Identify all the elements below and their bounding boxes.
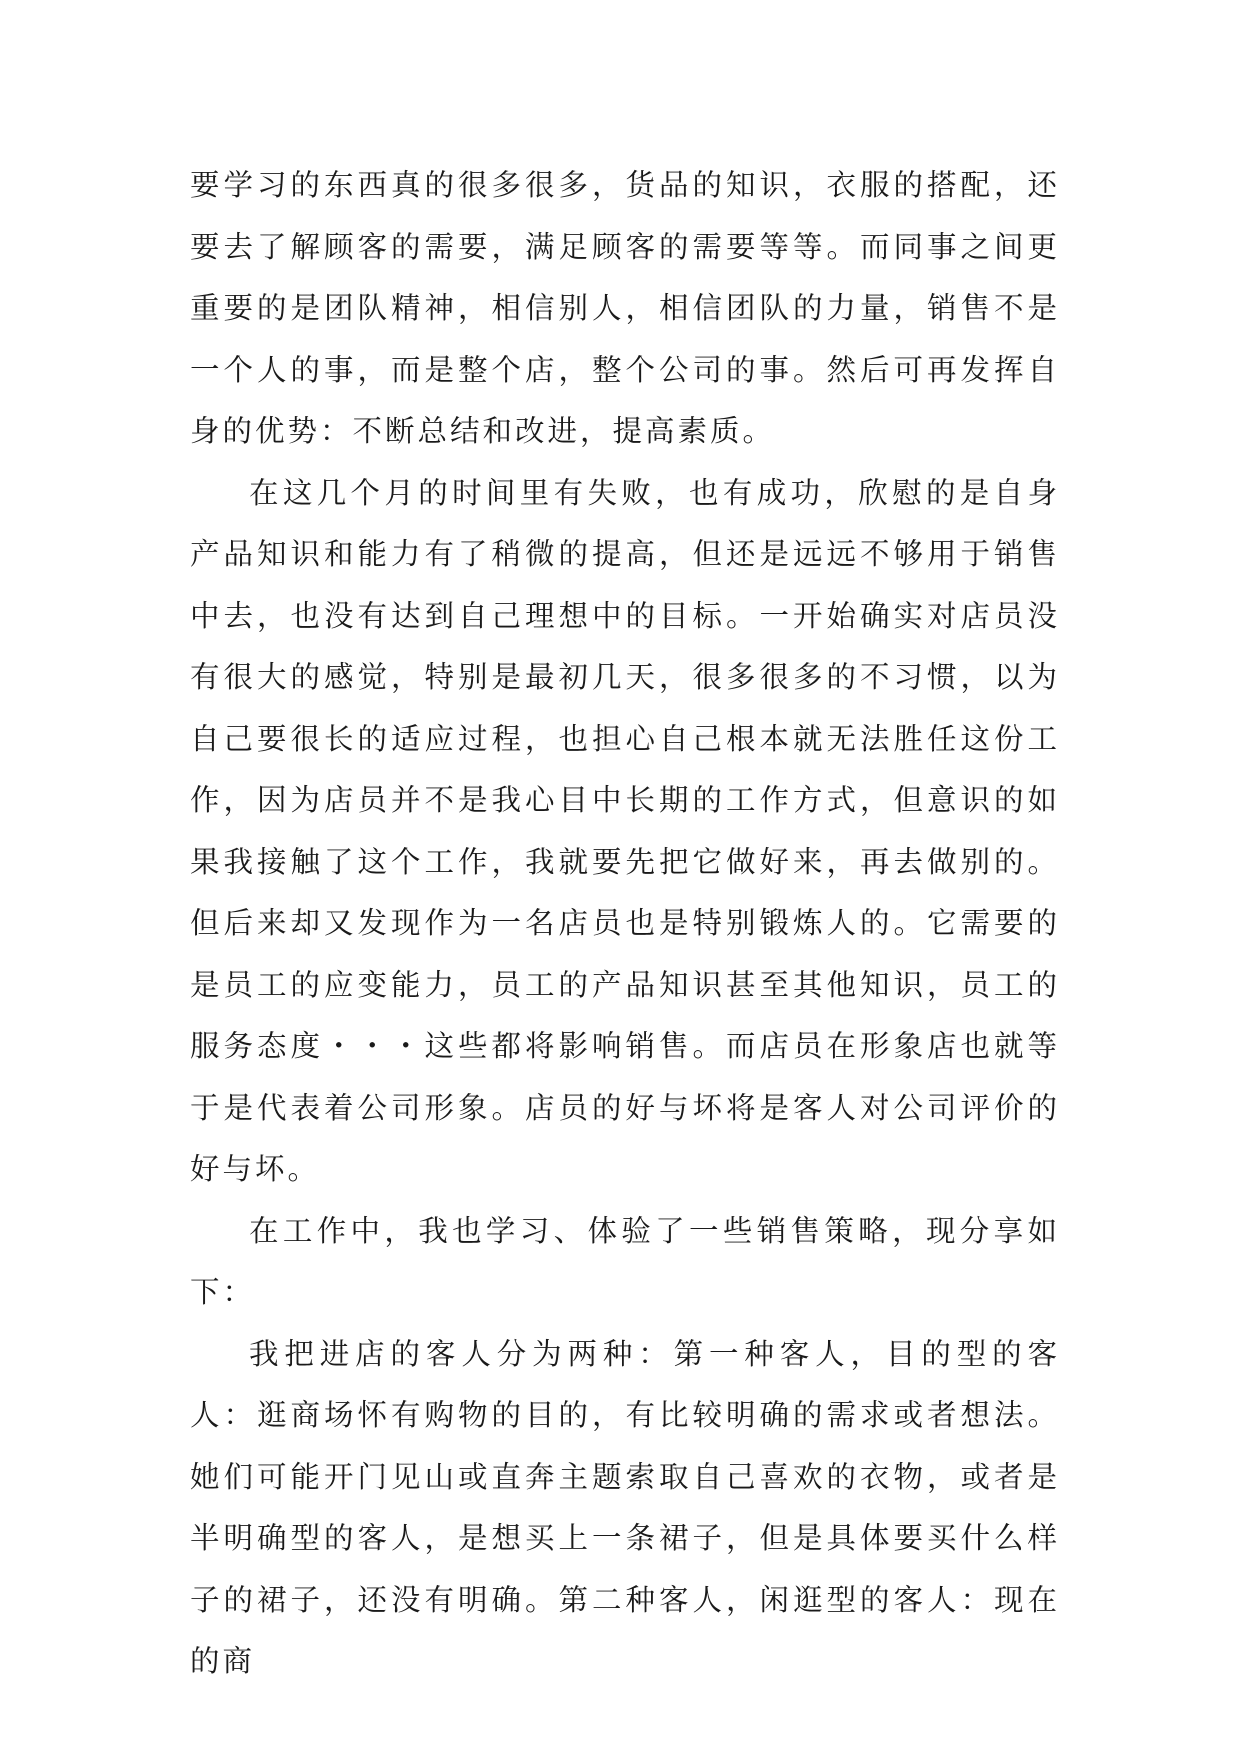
- paragraph-3: 在工作中，我也学习、体验了一些销售策略，现分享如下：: [190, 1213, 1060, 1309]
- document-body: [190, 155, 1060, 1693]
- paragraph-2: 在这几个月的时间里有失败，也有成功，欣慰的是自身产品知识和能力有了稍微的提高，但还是远远不够用于销售中去，也没有达到自己理想中的目标。一开始确实对店员没有很大的感觉，特别是最初几天，很多很多的不习惯，以为自己要很长的适应过程，也担心自己根本就无法胜任这份工作，因为店员并不是我心目中长期的工作方式，但意识的如果我接触了这个工作，我就要先把它做好来，再去做别的。但后来却又发现作为一名店员也是特别锻炼人的。它需要的是员工的应变能力，员工的产品知识甚至其他知识，员工的服务态度・・・这些都将影响销售。而店员在形象店也就等于是代表着公司形象。店员的好与坏将是客人对公司评价的好与坏。: [190, 475, 1060, 1186]
- paragraph-4: 我把进店的客人分为两种：第一种客人，目的型的客人：逛商场怀有购物的目的，有比较明确的需求或者想法。她们可能开门见山或直奔主题索取自己喜欢的衣物，或者是半明确型的客人，是想买上一条裙子，但是具体要买什么样子的裙子，还没有明确。第二种客人，闲逛型的客人：现在的商: [190, 1336, 1060, 1678]
- paragraph-1: 要学习的东西真的很多很多，货品的知识，衣服的搭配，还要去了解顾客的需要，满足顾客的需要等等。而同事之间更重要的是团队精神，相信别人，相信团队的力量，销售不是一个人的事，而是整个店，整个公司的事。然后可再发挥自身的优势：不断总结和改进，提高素质。: [190, 168, 1060, 448]
